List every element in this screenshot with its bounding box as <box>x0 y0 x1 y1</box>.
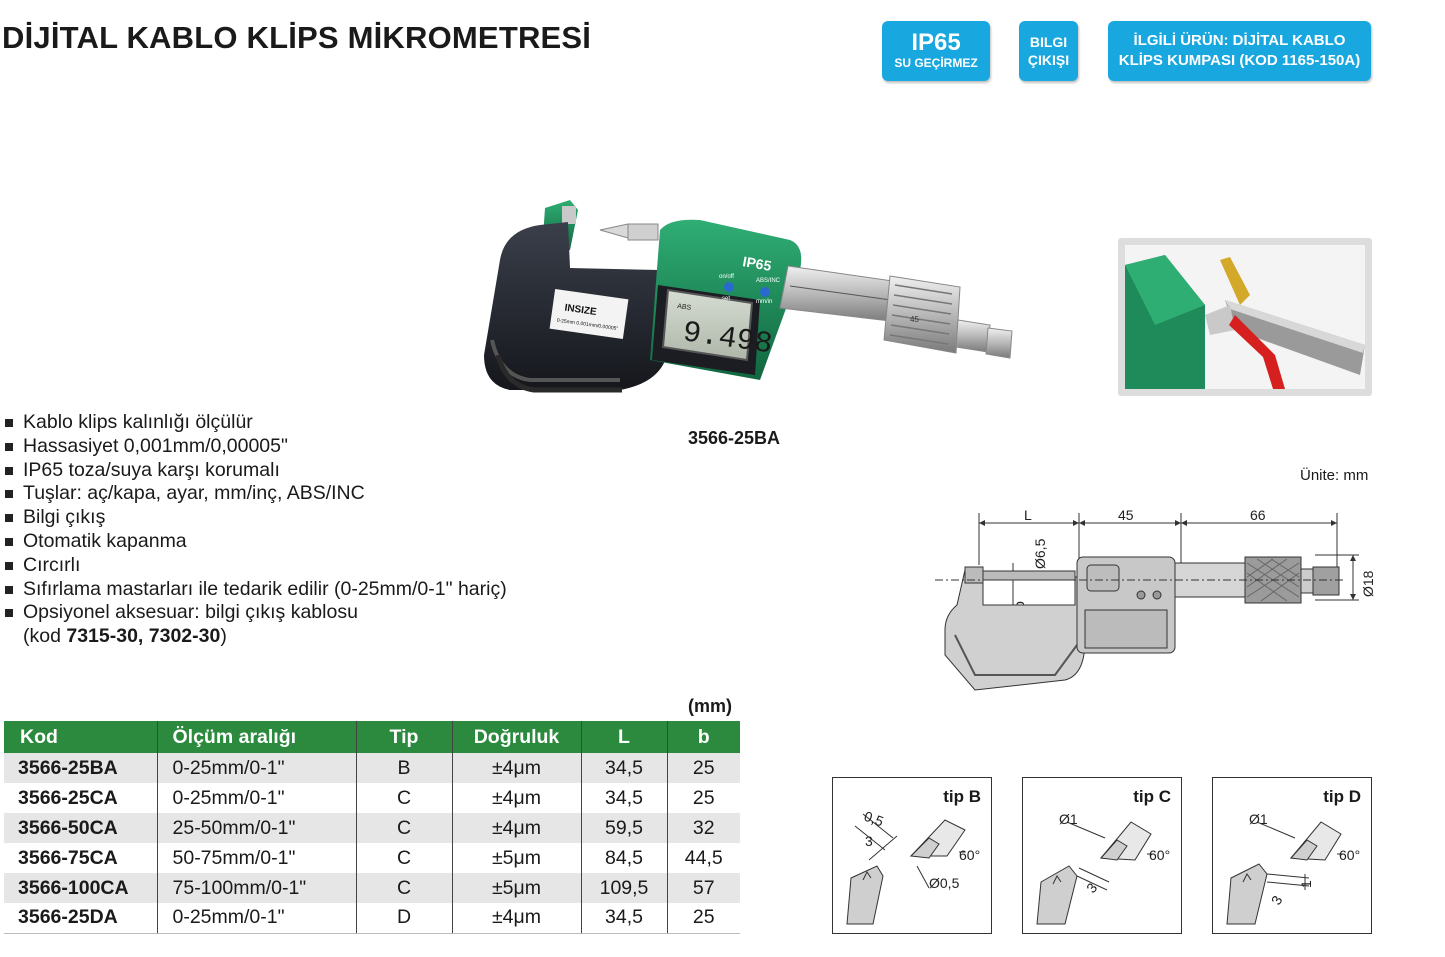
spec-table <box>4 721 740 934</box>
brand-spec-text: 0-25mm 0.001mm/0.00005" <box>556 317 619 333</box>
absinc-button[interactable] <box>760 287 770 297</box>
ip65-print: IP65 <box>741 253 773 274</box>
lcd-mode: ABS <box>676 303 692 312</box>
dim-d18: Ø18 <box>1360 570 1376 597</box>
cell-code: 3566-50CA <box>4 813 157 843</box>
mminch-label: mm/in <box>756 299 773 305</box>
cell-accuracy: ±4μm <box>452 903 581 933</box>
cell-code: 3566-75CA <box>4 843 157 873</box>
tip-b-diagram <box>832 777 992 934</box>
cell-b: 44,5 <box>667 843 740 873</box>
dim-d65: Ø6,5 <box>1032 538 1048 569</box>
cell-b: 25 <box>667 903 740 933</box>
feature-item: Hassasiyet 0,001mm/0,00005" <box>4 435 507 459</box>
ip65-badge-title: IP65 <box>911 29 961 56</box>
brand-label: INSIZE <box>563 302 598 318</box>
feature-item: Opsiyonel aksesuar: bilgi çıkış kablosu <box>4 601 507 625</box>
absinc-label: ABS/INC <box>756 278 781 284</box>
cell-code: 3566-25CA <box>4 783 157 813</box>
tip-d-label: tip D <box>1323 787 1361 806</box>
closeup-illustration <box>1125 245 1365 389</box>
cell-b: 25 <box>667 753 740 783</box>
closeup-photo <box>1118 238 1372 396</box>
data-output-badge-line1: BILGI <box>1029 34 1068 50</box>
set-label: set <box>722 296 731 302</box>
cell-tip: C <box>356 813 452 843</box>
unit-label: Ünite: mm <box>1300 467 1369 484</box>
cell-range: 0-25mm/0-1" <box>157 903 356 933</box>
cell-L: 59,5 <box>581 813 667 843</box>
tip-b-dim-3: 3 <box>865 833 873 849</box>
feature-item-continued <box>4 625 507 649</box>
cell-accuracy: ±4μm <box>452 813 581 843</box>
feature-item: Sıfırlama mastarları ile tedarik edilir (0-25mm/0-1" hariç) <box>4 578 507 602</box>
cell-b: 32 <box>667 813 740 843</box>
feature-codes: 7315-30, 7302-30 <box>66 625 221 648</box>
cell-L: 34,5 <box>581 903 667 933</box>
feature-code-prefix: (kod <box>23 625 67 648</box>
feature-item: Bilgi çıkış <box>4 506 507 530</box>
cell-range: 50-75mm/0-1" <box>157 843 356 873</box>
cell-accuracy: ±5μm <box>452 843 581 873</box>
table-row <box>4 783 740 813</box>
cell-code: 3566-25DA <box>4 903 157 933</box>
cell-accuracy: ±5μm <box>452 873 581 903</box>
dim-L: L <box>1024 507 1032 523</box>
table-row <box>4 813 740 843</box>
table-row <box>4 843 740 873</box>
cell-L: 109,5 <box>581 873 667 903</box>
col-header-b: b <box>667 721 740 753</box>
cell-tip: C <box>356 843 452 873</box>
dim-45: 45 <box>1118 507 1134 523</box>
micrometer-product-image <box>470 190 1030 405</box>
cell-b: 25 <box>667 783 740 813</box>
table-row <box>4 873 740 903</box>
thimble-mark: 45 <box>910 315 919 324</box>
feature-item: Kablo klips kalınlığı ölçülür <box>4 411 507 435</box>
tip-b-label: tip B <box>943 787 981 806</box>
tip-b-dim-05: 0,5 <box>861 807 886 830</box>
feature-item: Tuşlar: aç/kapa, ayar, mm/inç, ABS/INC <box>4 482 507 506</box>
table-row <box>4 903 740 933</box>
related-product-line2: KLİPS KUMPASI (KOD 1165-150A) <box>1118 52 1361 69</box>
table-header-row <box>4 721 740 753</box>
page-title: DİJİTAL KABLO KLİPS MİKROMETRESİ <box>2 20 592 55</box>
data-output-badge <box>1019 21 1078 81</box>
tip-d-diagram <box>1212 777 1372 934</box>
onoff-label: on/off <box>719 274 734 280</box>
cell-tip: D <box>356 903 452 933</box>
ip65-badge-subtitle: SU GEÇİRMEZ <box>894 56 978 70</box>
tip-c-diagram <box>1022 777 1182 934</box>
cell-tip: B <box>356 753 452 783</box>
cell-accuracy: ±4μm <box>452 753 581 783</box>
model-label: 3566-25BA <box>688 428 781 448</box>
dim-66: 66 <box>1250 507 1266 523</box>
feature-item: IP65 toza/suya karşı korumalı <box>4 459 507 483</box>
technical-drawing <box>935 505 1380 700</box>
tip-d-diam: Ø1 <box>1249 811 1268 827</box>
related-product-line1: İLGİLİ ÜRÜN: DİJİTAL KABLO <box>1133 32 1346 49</box>
tip-b-diam: Ø0,5 <box>929 875 960 891</box>
tip-d-dim-1: 1 <box>1298 880 1314 888</box>
cell-code: 3566-100CA <box>4 873 157 903</box>
tip-c-label: tip C <box>1133 787 1171 806</box>
col-header-code: Kod <box>4 721 157 753</box>
related-product-badge[interactable] <box>1108 21 1371 81</box>
cell-b: 57 <box>667 873 740 903</box>
tip-c-diam: Ø1 <box>1059 811 1078 827</box>
onoff-button[interactable] <box>724 282 734 292</box>
col-header-tip: Tip <box>356 721 452 753</box>
table-row <box>4 753 740 783</box>
cell-range: 0-25mm/0-1" <box>157 753 356 783</box>
tip-d-dim-3: 3 <box>1267 892 1286 908</box>
feature-item: Cırcırlı <box>4 554 507 578</box>
table-unit: (mm) <box>688 696 732 716</box>
cell-tip: C <box>356 873 452 903</box>
cell-L: 34,5 <box>581 753 667 783</box>
col-header-accuracy: Doğruluk <box>452 721 581 753</box>
lcd-reading: 9.498 <box>680 316 775 363</box>
tip-b-angle: 60° <box>959 847 981 863</box>
feature-code-suffix: ) <box>220 625 227 648</box>
cell-range: 0-25mm/0-1" <box>157 783 356 813</box>
cell-tip: C <box>356 783 452 813</box>
tip-c-angle: 60° <box>1149 847 1171 863</box>
cell-accuracy: ±4μm <box>452 783 581 813</box>
col-header-range: Ölçüm aralığı <box>157 721 356 753</box>
feature-item: Otomatik kapanma <box>4 530 507 554</box>
col-header-L: L <box>581 721 667 753</box>
tip-c-dim-3: 3 <box>1083 879 1101 896</box>
ip65-badge <box>882 21 990 81</box>
cell-L: 84,5 <box>581 843 667 873</box>
tip-d-angle: 60° <box>1339 847 1361 863</box>
cell-L: 34,5 <box>581 783 667 813</box>
cell-range: 75-100mm/0-1" <box>157 873 356 903</box>
feature-list <box>4 411 507 649</box>
cell-code: 3566-25BA <box>4 753 157 783</box>
cell-range: 25-50mm/0-1" <box>157 813 356 843</box>
data-output-badge-line2: ÇIKIŞI <box>1027 52 1070 68</box>
